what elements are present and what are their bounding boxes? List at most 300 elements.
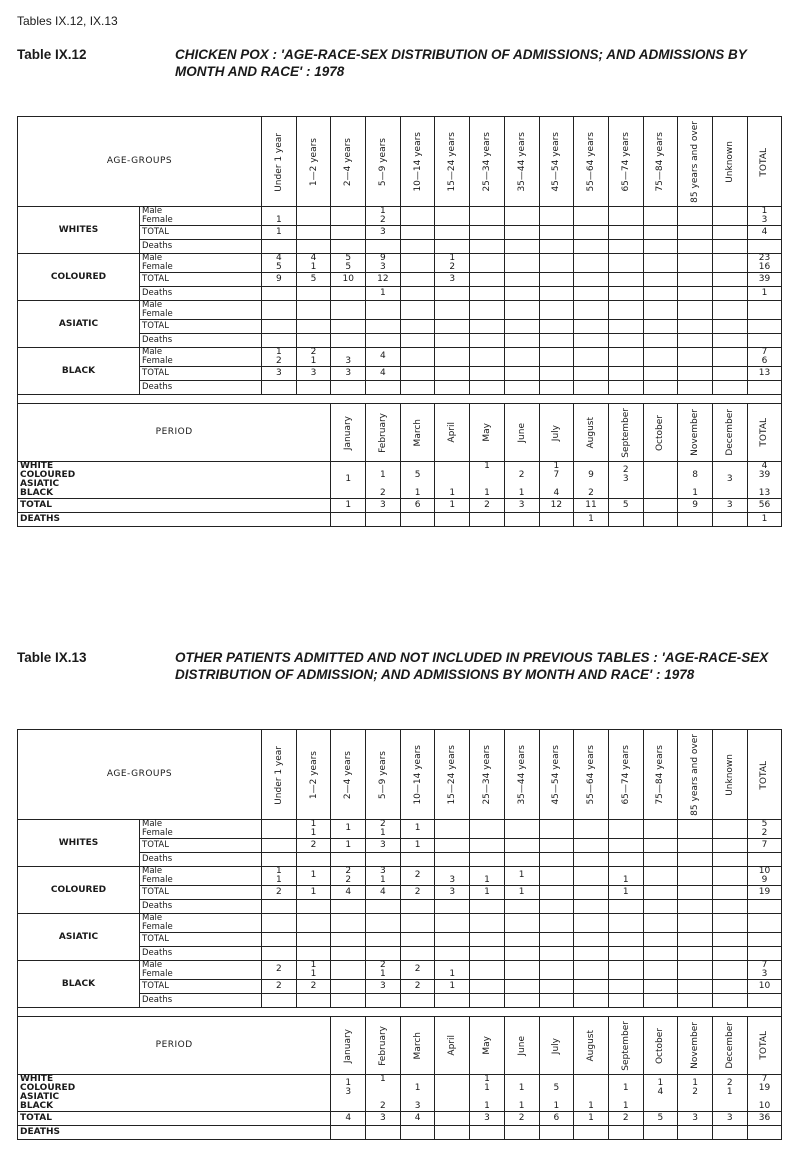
table-cell: 5 2 xyxy=(747,819,782,838)
table-cell xyxy=(435,225,470,239)
table-cell: 1 xyxy=(470,885,505,899)
month-column-label: November xyxy=(690,409,701,457)
table-cell xyxy=(643,512,678,526)
month-column-header xyxy=(539,1016,574,1074)
table-cell xyxy=(400,946,435,960)
table-cell xyxy=(539,1125,574,1139)
table-cell xyxy=(539,866,574,885)
age-column-label: 5—9 years xyxy=(377,137,388,186)
table-cell xyxy=(504,366,539,380)
admissions-table xyxy=(17,729,782,1140)
table-cell xyxy=(643,239,678,253)
table-cell xyxy=(712,838,747,852)
table-cell xyxy=(643,993,678,1007)
table-cell xyxy=(539,272,574,286)
table-cell: 1 xyxy=(504,885,539,899)
table-cell: 1 xyxy=(262,225,297,239)
table-cell: 2 xyxy=(262,979,297,993)
row-label: Deaths xyxy=(140,899,262,913)
table-cell xyxy=(296,225,331,239)
table-cell xyxy=(435,819,470,838)
month-column-header xyxy=(643,1016,678,1074)
table-row xyxy=(18,461,782,498)
table-cell: 3 xyxy=(712,1111,747,1125)
table-cell xyxy=(712,319,747,333)
age-column-header xyxy=(643,117,678,207)
age-column-label: 15—24 years xyxy=(447,132,458,192)
age-column-label: 55—64 years xyxy=(586,132,597,192)
table-cell xyxy=(296,286,331,300)
table-cell: 9 xyxy=(262,272,297,286)
month-column-label: December xyxy=(724,409,735,457)
month-column-header xyxy=(747,1016,782,1074)
month-column-label: February xyxy=(377,412,388,453)
month-column-header xyxy=(435,403,470,461)
table-cell: 1 2 xyxy=(262,347,297,366)
table-cell xyxy=(574,206,609,225)
table-cell: 3 xyxy=(504,498,539,512)
table-cell xyxy=(435,333,470,347)
row-label: Male Female xyxy=(140,206,262,225)
table-cell xyxy=(470,932,505,946)
table-cell xyxy=(470,979,505,993)
table-cell: 2 2 xyxy=(331,866,366,885)
table-cell xyxy=(331,932,366,946)
table-cell xyxy=(643,253,678,272)
table-cell xyxy=(470,380,505,394)
month-column-header xyxy=(435,1016,470,1074)
table-cell xyxy=(400,993,435,1007)
table-cell xyxy=(678,512,713,526)
table-cell xyxy=(470,319,505,333)
table-cell: 3 xyxy=(262,366,297,380)
period-label: PERIOD xyxy=(18,403,331,461)
age-header-row xyxy=(18,117,782,207)
table-cell xyxy=(574,932,609,946)
table-cell: 7 6 xyxy=(747,347,782,366)
table-cell xyxy=(470,272,505,286)
age-column-label: 35—44 years xyxy=(516,132,527,192)
table-cell xyxy=(400,300,435,319)
table-cell: 1 xyxy=(331,838,366,852)
table-cell: 2 xyxy=(608,1111,643,1125)
table-cell xyxy=(470,993,505,1007)
table-cell xyxy=(435,239,470,253)
table-cell xyxy=(712,913,747,932)
table-cell xyxy=(400,272,435,286)
table-row xyxy=(18,1074,782,1111)
table-cell xyxy=(470,239,505,253)
month-column-header xyxy=(366,403,401,461)
table-cell xyxy=(539,512,574,526)
table-cell xyxy=(678,1125,713,1139)
month-column-label: TOTAL xyxy=(759,1031,770,1060)
table-cell xyxy=(400,1125,435,1139)
table-cell xyxy=(435,366,470,380)
table-cell: 2 3 xyxy=(608,461,643,498)
period-row-label: TOTAL xyxy=(18,1111,331,1125)
month-column-label: January xyxy=(343,1028,354,1063)
table-cell: 1 4 xyxy=(643,1074,678,1111)
age-column-label: TOTAL xyxy=(759,760,770,790)
table-cell: 1 1 xyxy=(262,866,297,885)
age-groups-label: AGE-GROUPS xyxy=(18,730,262,820)
table-cell xyxy=(504,960,539,979)
table-cell: 6 xyxy=(539,1111,574,1125)
table-cell xyxy=(435,946,470,960)
month-column-label: May xyxy=(481,423,492,442)
table-cell xyxy=(678,993,713,1007)
table-cell xyxy=(539,225,574,239)
table-cell xyxy=(296,333,331,347)
table-cell xyxy=(331,913,366,932)
age-column-label: 2—4 years xyxy=(343,750,354,799)
table-cell xyxy=(262,333,297,347)
table-cell xyxy=(574,866,609,885)
table-cell xyxy=(539,993,574,1007)
table-cell: 19 xyxy=(747,885,782,899)
month-column-header xyxy=(400,1016,435,1074)
table-cell xyxy=(262,993,297,1007)
row-label: Male Female xyxy=(140,960,262,979)
table-cell xyxy=(296,993,331,1007)
table-cell xyxy=(435,913,470,932)
table-cell xyxy=(678,979,713,993)
table-cell xyxy=(574,286,609,300)
table-cell: 3 1 xyxy=(366,866,401,885)
table-cell: 56 xyxy=(747,498,782,512)
table-cell: 2 xyxy=(400,866,435,885)
table-cell xyxy=(331,899,366,913)
table-cell xyxy=(435,380,470,394)
table-cell: 1 xyxy=(296,866,331,885)
table-cell: 2 xyxy=(296,838,331,852)
race-group-label: WHITES xyxy=(18,819,140,866)
table-cell xyxy=(608,819,643,838)
table-cell xyxy=(470,1125,505,1139)
table-cell xyxy=(400,899,435,913)
table-cell xyxy=(539,979,574,993)
table-cell xyxy=(435,993,470,1007)
table-cell xyxy=(608,1125,643,1139)
table-cell xyxy=(539,333,574,347)
table-cell xyxy=(504,852,539,866)
month-column-header xyxy=(331,403,366,461)
month-column-label: October xyxy=(655,414,666,451)
table-cell xyxy=(608,272,643,286)
table-cell xyxy=(366,1125,401,1139)
table-cell xyxy=(331,300,366,319)
table-cell xyxy=(296,206,331,225)
table-cell xyxy=(574,946,609,960)
table-cell: 4 39 13 xyxy=(747,461,782,498)
row-label: Deaths xyxy=(140,380,262,394)
table-cell: 1 xyxy=(400,838,435,852)
month-column-label: June xyxy=(516,1035,527,1056)
table-cell xyxy=(400,347,435,366)
age-column-header xyxy=(366,117,401,207)
row-label: TOTAL xyxy=(140,225,262,239)
table-cell: 4 xyxy=(331,885,366,899)
table-cell xyxy=(539,913,574,932)
table-cell xyxy=(608,380,643,394)
table-cell: 12 xyxy=(366,272,401,286)
table-cell xyxy=(400,366,435,380)
table-cell: 1 xyxy=(747,286,782,300)
table-cell xyxy=(539,286,574,300)
table-cell xyxy=(643,319,678,333)
table-cell xyxy=(574,319,609,333)
age-column-header xyxy=(678,730,713,820)
table-cell xyxy=(608,206,643,225)
table-cell xyxy=(470,366,505,380)
row-label: TOTAL xyxy=(140,366,262,380)
row-label: TOTAL xyxy=(140,979,262,993)
table-cell xyxy=(643,899,678,913)
table-cell xyxy=(539,960,574,979)
table-cell xyxy=(712,993,747,1007)
table-cell: 3 xyxy=(678,1111,713,1125)
race-group-label: BLACK xyxy=(18,347,140,394)
table-cell xyxy=(296,852,331,866)
table-cell xyxy=(262,913,297,932)
race-group-label: ASIATIC xyxy=(18,300,140,347)
month-column-header xyxy=(331,1016,366,1074)
table-cell xyxy=(366,512,401,526)
table-cell xyxy=(747,899,782,913)
table-cell xyxy=(712,239,747,253)
table-cell: 5 5 xyxy=(331,253,366,272)
table-cell xyxy=(435,1111,470,1125)
month-column-label: February xyxy=(377,1025,388,1066)
table-cell xyxy=(608,979,643,993)
table-cell xyxy=(574,819,609,838)
table-cell xyxy=(296,300,331,319)
table-cell: 2 xyxy=(504,1111,539,1125)
table-cell xyxy=(747,319,782,333)
month-column-header xyxy=(608,1016,643,1074)
table-cell: 4 xyxy=(366,366,401,380)
table-cell: 2 xyxy=(400,885,435,899)
age-column-label: 10—14 years xyxy=(412,745,423,805)
table-cell xyxy=(331,333,366,347)
table-cell: 3 xyxy=(435,885,470,899)
race-group-label: BLACK xyxy=(18,960,140,1007)
month-column-header xyxy=(504,1016,539,1074)
month-column-label: November xyxy=(690,1022,701,1070)
table-cell xyxy=(504,300,539,319)
table-cell xyxy=(678,206,713,225)
table-row xyxy=(18,1111,782,1125)
table-cell xyxy=(608,913,643,932)
table-number: Table IX.12 xyxy=(17,47,87,62)
table-cell: 1 xyxy=(574,512,609,526)
month-column-header xyxy=(608,403,643,461)
table-cell xyxy=(504,913,539,932)
month-column-header xyxy=(400,403,435,461)
table-cell xyxy=(400,333,435,347)
table-cell: 1 xyxy=(435,498,470,512)
table-cell xyxy=(435,512,470,526)
table-cell: 3 xyxy=(331,366,366,380)
table-cell: 1 1 xyxy=(296,819,331,838)
age-column-label: Unknown xyxy=(724,754,735,796)
table-cell xyxy=(712,206,747,225)
table-cell xyxy=(504,932,539,946)
table-row xyxy=(18,866,782,885)
table-row xyxy=(18,913,782,932)
row-label: Deaths xyxy=(140,239,262,253)
table-cell xyxy=(608,286,643,300)
table-cell: 1 xyxy=(504,866,539,885)
age-column-header xyxy=(574,730,609,820)
period-row-label: WHITE COLOURED ASIATIC BLACK xyxy=(18,461,331,498)
age-column-label: 2—4 years xyxy=(343,137,354,186)
table-cell xyxy=(262,819,297,838)
table-cell xyxy=(470,333,505,347)
table-cell: 23 16 xyxy=(747,253,782,272)
table-cell: 2 xyxy=(470,498,505,512)
age-column-header xyxy=(747,117,782,207)
month-column-header xyxy=(366,1016,401,1074)
section-spacer xyxy=(18,1007,782,1016)
row-label: Deaths xyxy=(140,946,262,960)
table-cell: 1 xyxy=(331,498,366,512)
table-cell xyxy=(296,380,331,394)
table-cell: 4 xyxy=(366,347,401,366)
row-label: TOTAL xyxy=(140,319,262,333)
row-label: Male Female xyxy=(140,253,262,272)
table-cell xyxy=(712,286,747,300)
table-cell: 1 xyxy=(574,1111,609,1125)
period-header-row xyxy=(18,403,782,461)
table-cell xyxy=(331,979,366,993)
table-cell xyxy=(331,319,366,333)
table-cell: 3 xyxy=(366,225,401,239)
table-cell: 1 1 xyxy=(608,1074,643,1111)
age-column-header xyxy=(574,117,609,207)
age-column-header xyxy=(712,730,747,820)
table-cell xyxy=(470,347,505,366)
table-cell xyxy=(678,913,713,932)
period-row-label: TOTAL xyxy=(18,498,331,512)
row-label: Male Female xyxy=(140,913,262,932)
age-groups-label: AGE-GROUPS xyxy=(18,117,262,207)
table-cell: 4 xyxy=(331,1111,366,1125)
table-cell: 2 1 xyxy=(504,461,539,498)
table-cell xyxy=(643,913,678,932)
period-header-row xyxy=(18,1016,782,1074)
age-column-header xyxy=(608,730,643,820)
table-cell xyxy=(504,899,539,913)
table-cell: 1 xyxy=(331,461,366,498)
row-label: Deaths xyxy=(140,852,262,866)
table-cell xyxy=(331,206,366,225)
period-label: PERIOD xyxy=(18,1016,331,1074)
period-row-label: DEATHS xyxy=(18,512,331,526)
table-cell xyxy=(435,206,470,225)
table-cell xyxy=(608,366,643,380)
race-group-label: ASIATIC xyxy=(18,913,140,960)
table-cell: 39 xyxy=(747,272,782,286)
table-cell: 5 xyxy=(643,1111,678,1125)
table-title: OTHER PATIENTS ADMITTED AND NOT INCLUDED IN PREVIOUS TABLES : 'AGE-RACE-SEX DISTRIBUTION OF ADMISSION; AND ADMISSIONS BY MONTH AND RACE' : 1978 xyxy=(175,650,769,682)
table-cell: 3 xyxy=(366,1111,401,1125)
age-column-header xyxy=(366,730,401,820)
age-column-header xyxy=(608,117,643,207)
age-column-label: Unknown xyxy=(724,141,735,183)
page-header: Tables IX.12, IX.13 xyxy=(17,14,118,28)
table-cell: 4 xyxy=(366,885,401,899)
table-cell: 6 xyxy=(400,498,435,512)
table-cell: 4 1 xyxy=(296,253,331,272)
table-cell xyxy=(470,899,505,913)
race-group-label: WHITES xyxy=(18,206,140,253)
table-cell: 1 xyxy=(470,866,505,885)
table-cell xyxy=(539,852,574,866)
age-column-header xyxy=(504,117,539,207)
table-cell xyxy=(331,946,366,960)
table-cell xyxy=(574,1125,609,1139)
table-cell xyxy=(504,819,539,838)
table-cell xyxy=(366,946,401,960)
age-column-header xyxy=(400,730,435,820)
table-cell xyxy=(574,225,609,239)
month-column-label: September xyxy=(620,407,631,458)
age-column-header xyxy=(712,117,747,207)
age-column-header xyxy=(435,730,470,820)
age-column-header xyxy=(262,117,297,207)
month-column-label: September xyxy=(620,1020,631,1071)
table-cell xyxy=(608,347,643,366)
table-cell xyxy=(643,885,678,899)
table-cell xyxy=(712,225,747,239)
table-cell: 7 3 xyxy=(747,960,782,979)
table-cell xyxy=(747,333,782,347)
spacer-cell xyxy=(18,394,782,403)
spacer-cell xyxy=(18,1007,782,1016)
table-cell: 5 xyxy=(296,272,331,286)
table-cell xyxy=(608,225,643,239)
table-cell xyxy=(608,946,643,960)
table-cell xyxy=(608,852,643,866)
age-column-header xyxy=(331,117,366,207)
table-cell xyxy=(747,300,782,319)
table-cell xyxy=(643,347,678,366)
table-cell xyxy=(262,239,297,253)
table-cell xyxy=(539,366,574,380)
table-cell xyxy=(643,461,678,498)
table-cell xyxy=(470,512,505,526)
table-cell xyxy=(678,838,713,852)
table-cell xyxy=(574,913,609,932)
table-cell: 11 xyxy=(574,498,609,512)
table-cell xyxy=(262,380,297,394)
table-cell: 1 3 xyxy=(747,206,782,225)
table-cell xyxy=(608,300,643,319)
table-cell xyxy=(504,253,539,272)
age-column-label: 35—44 years xyxy=(516,745,527,805)
table-cell xyxy=(504,239,539,253)
table-cell xyxy=(400,512,435,526)
table-cell xyxy=(400,852,435,866)
table-cell xyxy=(747,946,782,960)
table-cell xyxy=(643,206,678,225)
table-cell xyxy=(504,380,539,394)
table-cell: 2 xyxy=(400,979,435,993)
table-cell xyxy=(504,286,539,300)
row-label: TOTAL xyxy=(140,272,262,286)
